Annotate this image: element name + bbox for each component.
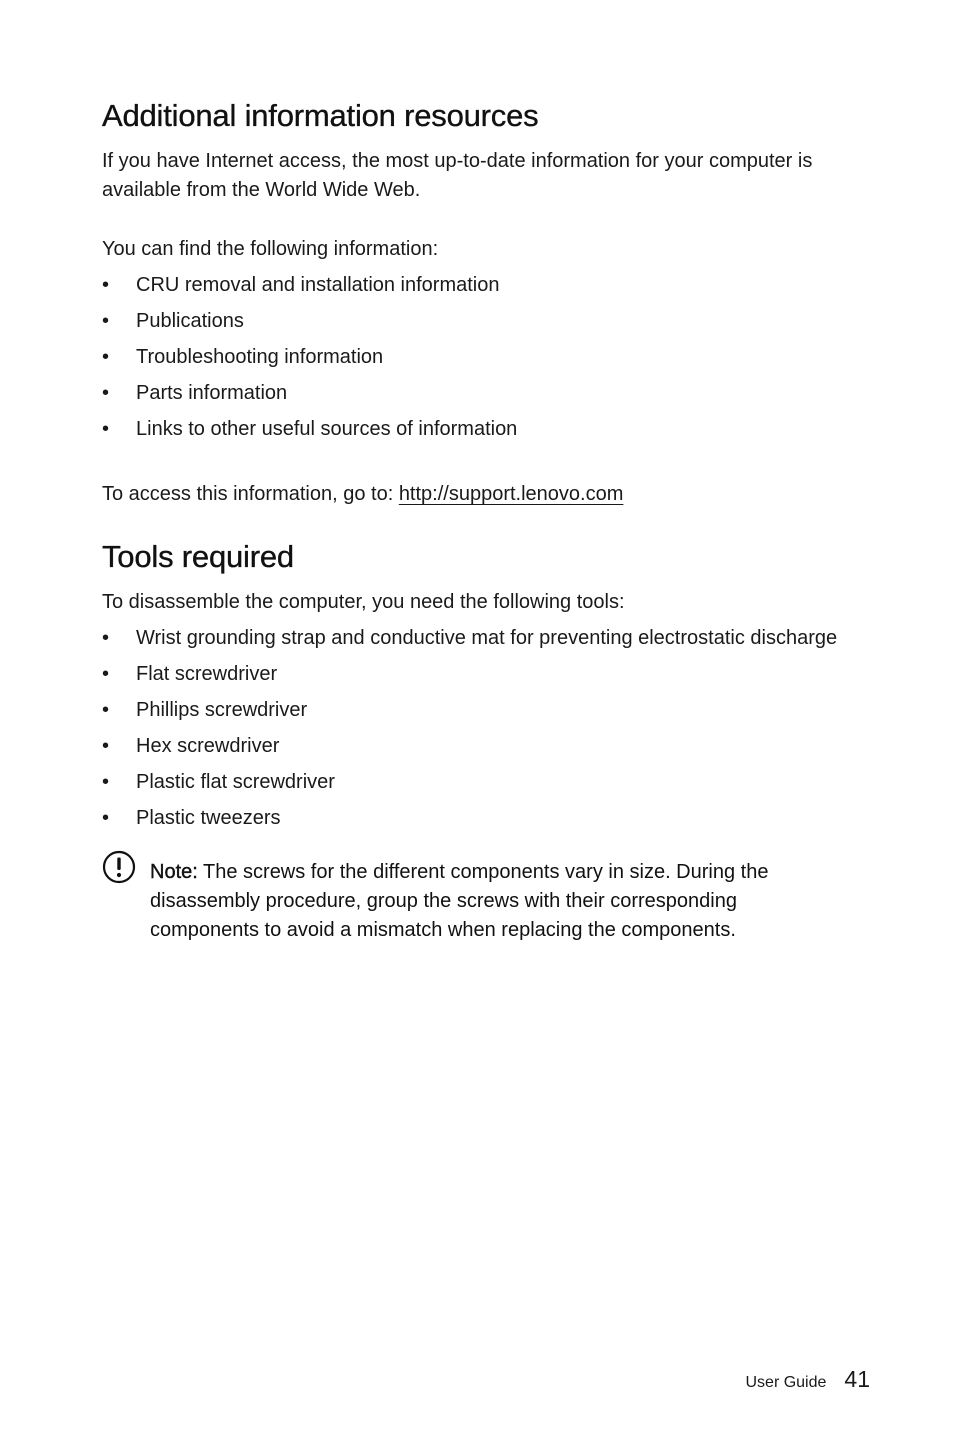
list-item: • Parts information [102,375,892,411]
support-link[interactable]: http://support.lenovo.com [398,483,624,505]
bullet: • [102,382,110,404]
bullet: • [102,274,110,296]
page-footer [745,1366,870,1393]
list-item: • Hex screwdriver [102,728,892,764]
access-paragraph [102,480,882,509]
list-item: • Plastic tweezers [102,800,892,836]
list-item: • CRU removal and installation information [102,267,892,303]
bullet: • [102,310,110,332]
bullet: • [102,807,110,829]
note-label: Note: [150,861,198,883]
access-prefix: To access this information, go to: [102,483,399,505]
list-item: • Wrist grounding strap and conductive mat for preventing electrostatic discharge [102,620,892,656]
note-body: The screws for the different components vary in size. During the disassembly procedure, group the screws with their corresponding components to avoid a mismatch when replacing the components. [150,861,769,941]
footer-title: User Guide [745,1374,827,1391]
page-number: 41 [844,1366,870,1392]
tools-lead-paragraph: To disassemble the computer, you need the following tools: [102,591,625,613]
list-item: • Links to other useful sources of information [102,411,892,447]
bullet: • [102,627,110,649]
bullet: • [102,663,110,685]
bullet: • [102,735,110,757]
intro-paragraph: If you have Internet access, the most up-to-date information for your computer is available from the World Wide Web. [102,150,813,201]
bullet: • [102,771,110,793]
bullet: • [102,418,110,440]
list-item: • Plastic flat screwdriver [102,764,892,800]
info-lead-paragraph: You can find the following information: [102,238,439,260]
list-item: • Publications [102,303,892,339]
section-heading-additional-info: Additional information resources [102,98,539,133]
attention-icon [102,850,136,884]
list-item: • Flat screwdriver [102,656,892,692]
list-item: • Phillips screwdriver [102,692,892,728]
tools-list [102,620,892,836]
note-text [150,858,850,945]
section-heading-tools-required: Tools required [102,539,294,574]
info-list [102,267,892,447]
list-item: • Troubleshooting information [102,339,892,375]
bullet: • [102,346,110,368]
bullet: • [102,699,110,721]
